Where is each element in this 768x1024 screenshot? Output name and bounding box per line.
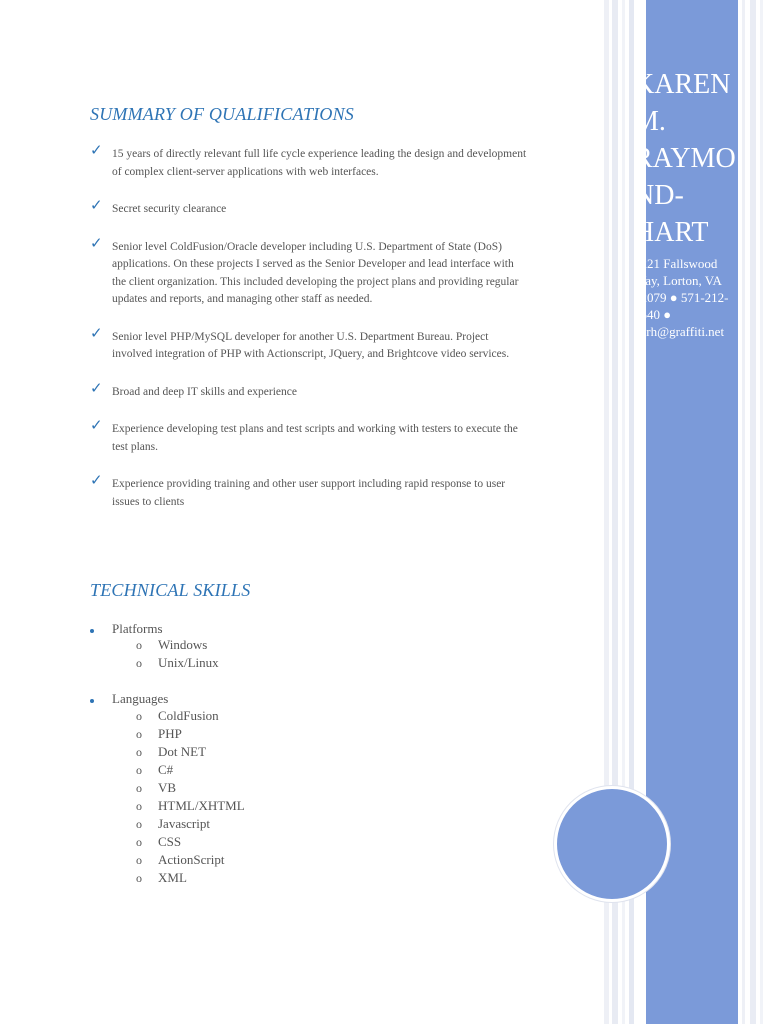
circle-bullet-icon: o: [136, 835, 142, 849]
phone-line: 2540 ●: [634, 307, 672, 322]
checkmark-icon: ✓: [90, 198, 103, 214]
qualification-text: Secret security clearance: [112, 203, 227, 215]
skill-text: ActionScript: [158, 852, 225, 867]
address-line: 8221 Fallswood: [634, 256, 718, 271]
checkmark-icon: ✓: [90, 473, 103, 489]
address-line: Way, Lorton, VA: [634, 273, 722, 288]
qualification-item: [90, 235, 530, 309]
qualification-text: Experience providing training and other user support including rapid response to user issues to clients: [112, 478, 506, 508]
skill-item: [136, 636, 219, 654]
skill-text: Javascript: [158, 816, 210, 831]
skill-item: [136, 725, 245, 743]
contact-info: [634, 255, 744, 340]
skill-text: HTML/XHTML: [158, 798, 245, 813]
qualifications-list: [90, 143, 530, 511]
skill-item: [136, 851, 245, 869]
circle-bullet-icon: o: [136, 745, 142, 759]
qualification-item: [90, 198, 530, 219]
qualification-text: 15 years of directly relevant full life cycle experience leading the design and development of complex client-server applications with web interfaces.: [112, 148, 527, 178]
name-line: KAREN: [634, 69, 731, 100]
skill-item: [136, 815, 245, 833]
technical-skills-heading: TECHNICAL SKILLS: [90, 580, 251, 600]
skill-item: [136, 707, 245, 725]
candidate-name: [634, 66, 744, 251]
circle-bullet-icon: o: [136, 709, 142, 723]
skill-sublist: [136, 707, 245, 887]
skill-item: [136, 779, 245, 797]
skill-text: Unix/Linux: [158, 655, 219, 670]
qualification-item: [90, 473, 530, 511]
bullet-icon: [90, 629, 94, 633]
circle-bullet-icon: o: [136, 781, 142, 795]
category-label: Languages: [112, 691, 169, 706]
circle-bullet-icon: o: [136, 656, 142, 670]
qualification-text: Broad and deep IT skills and experience: [112, 385, 297, 398]
checkmark-icon: ✓: [90, 235, 103, 252]
name-line: RAYMO: [634, 143, 736, 174]
qualification-text: Senior level ColdFusion/Oracle developer including U.S. Department of State (DoS) applications. On these projects I served as the Senior Developer and lead interface with the client organization. This included developing the project plans and providing regular updates and reports, and managing other staff as needed.: [112, 240, 519, 305]
name-line: ND-: [634, 180, 684, 211]
skill-text: VB: [158, 780, 177, 795]
skill-text: PHP: [158, 726, 182, 741]
circle-bullet-icon: o: [136, 817, 142, 831]
circle-bullet-icon: o: [136, 638, 142, 652]
category-label: Platforms: [112, 621, 163, 636]
qualification-text: Senior level PHP/MySQL developer for another U.S. Department Bureau. Project involved integration of PHP with Actionscript, JQuery, and Brightcove video services.: [112, 330, 510, 360]
decorative-circle: [554, 786, 670, 902]
skill-sublist: [136, 636, 219, 672]
name-line: M.: [634, 106, 666, 137]
name-line: HART: [634, 217, 709, 248]
checkmark-icon: ✓: [90, 380, 103, 397]
skill-item: [136, 654, 219, 672]
skill-text: C#: [158, 762, 174, 777]
qualification-item: [90, 325, 530, 364]
skill-text: XML: [158, 870, 187, 885]
skill-item: [136, 743, 245, 761]
circle-bullet-icon: o: [136, 763, 142, 777]
qualification-text: Experience developing test plans and test scripts and working with testers to execute the test plans.: [112, 423, 518, 453]
skill-item: [136, 761, 245, 779]
address-line: 22079 ● 571-212-: [634, 290, 729, 305]
circle-bullet-icon: o: [136, 871, 142, 885]
bullet-icon: [90, 699, 94, 703]
decorative-stripe: [750, 0, 756, 1024]
skill-item: [136, 797, 245, 815]
skill-text: Windows: [158, 637, 208, 652]
qualification-item: [90, 380, 530, 402]
skill-text: Dot NET: [158, 744, 207, 759]
checkmark-icon: ✓: [90, 143, 103, 159]
checkmark-icon: ✓: [90, 325, 103, 342]
circle-bullet-icon: o: [136, 853, 142, 867]
qualification-item: [90, 418, 530, 456]
decorative-stripe: [760, 0, 763, 1024]
skill-text: ColdFusion: [158, 708, 219, 723]
circle-bullet-icon: o: [136, 799, 142, 813]
qualification-item: [90, 143, 530, 181]
skill-item: [136, 833, 245, 851]
email-line: karh@graffiti.net: [634, 324, 725, 339]
circle-bullet-icon: o: [136, 727, 142, 741]
summary-heading: SUMMARY OF QUALIFICATIONS: [90, 104, 354, 124]
checkmark-icon: ✓: [90, 418, 103, 434]
skill-text: CSS: [158, 834, 182, 849]
skill-item: [136, 869, 245, 887]
